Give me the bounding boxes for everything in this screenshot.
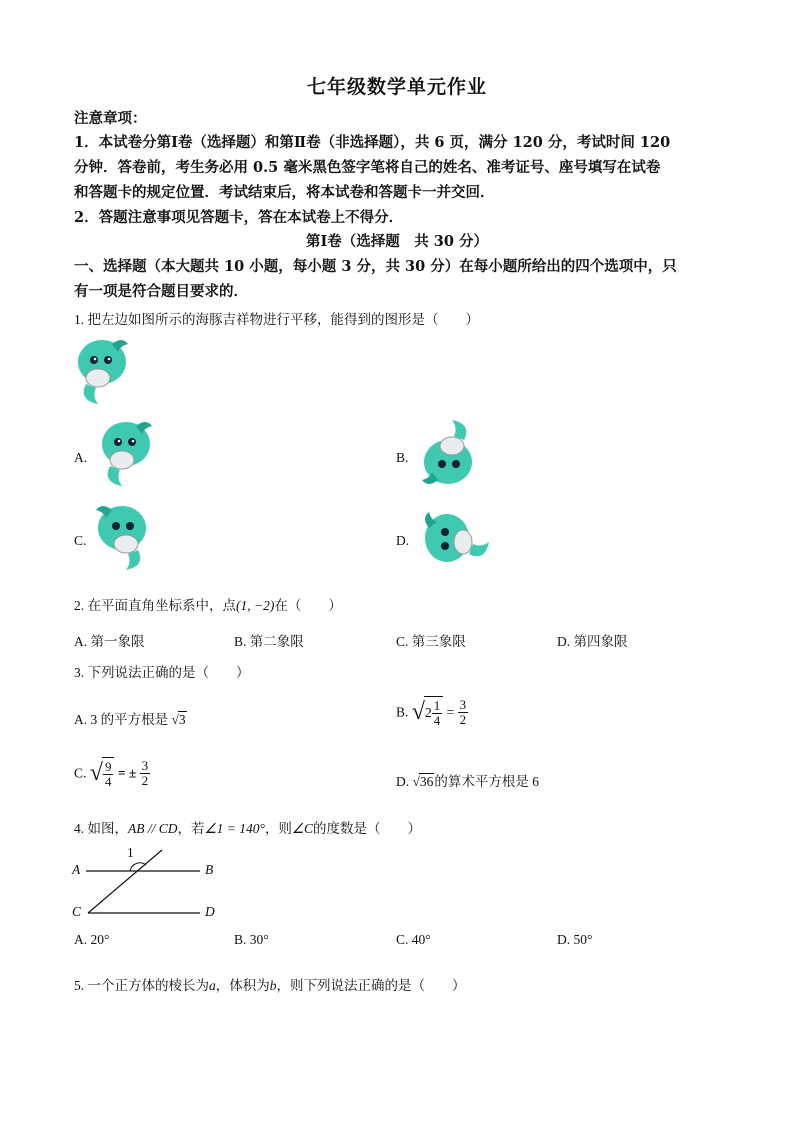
q2-stem-b: 在（ ）	[274, 598, 342, 613]
dolphin-option-a-image	[96, 418, 156, 488]
q3-option-c[interactable]	[74, 757, 150, 790]
q4-option-c[interactable]: C. 40°	[396, 932, 431, 947]
section-intro-1: 一、选择题（本大题共 10 小题，每小题 3 分，共 30 分）在每小题所给出的四个选项中，只	[74, 258, 677, 275]
q1-option-b[interactable]: B.	[396, 450, 409, 465]
q5-stem	[74, 974, 466, 994]
q4-stem-c: ，则	[264, 821, 292, 836]
q4-stem-d: 的度数是（ ）	[312, 821, 421, 836]
q3-option-b-rnum: 3	[459, 696, 467, 712]
point-c-label: C	[72, 904, 82, 919]
q3-option-c-rnum: 3	[141, 757, 149, 773]
q3-option-d-text: 的算术平方根是 6	[434, 774, 540, 789]
q4-option-b[interactable]: B. 30°	[234, 932, 269, 947]
q3-option-d[interactable]	[396, 770, 539, 790]
q4-stem-a: 4. 如图，	[74, 821, 128, 836]
q2-option-d[interactable]: D. 第四象限	[557, 634, 628, 649]
q1-stem: 1. 把左边如图所示的海豚吉祥物进行平移，能得到的图形是（ ）	[74, 312, 479, 327]
q3-stem: 3. 下列说法正确的是（ ）	[74, 665, 250, 680]
notice-heading: 注意章项：	[74, 110, 147, 127]
point-a-label: A	[72, 862, 81, 877]
q3-option-b-whole: 2	[424, 704, 432, 720]
q1-option-d[interactable]: D.	[396, 533, 410, 548]
q3-option-b[interactable]	[396, 696, 468, 729]
section-intro-2: 有一项是符合题目要求的．	[74, 283, 248, 300]
notice-line-1c: 和答题卡的规定位置．考试结束后，将本试卷和答题卡一并交回．	[74, 184, 495, 201]
q2-option-c[interactable]: C. 第三象限	[396, 634, 466, 649]
dolphin-option-b-image	[418, 418, 478, 488]
dolphin-option-d-image	[420, 508, 492, 568]
angle-1-label: 1	[127, 845, 134, 860]
q3-option-b-label: B.	[396, 704, 409, 720]
q5-stem-b: ，体积为	[215, 978, 270, 993]
q3-option-b-radical-sign: √	[411, 698, 425, 725]
q3-option-b-eq: =	[446, 704, 455, 720]
dolphin-original-image	[72, 336, 132, 406]
page-title: 七年级数学单元作业	[306, 76, 487, 98]
q3-option-a-sqrt: √3	[171, 712, 186, 727]
dolphin-option-c-image	[92, 502, 152, 572]
q3-option-a-text: 3 的平方根是	[90, 712, 169, 727]
q4-angle-c: ∠C	[291, 821, 313, 836]
q5-stem-c: ，则下列说法正确的是（ ）	[276, 978, 466, 993]
q3-option-d-radicand: 36	[419, 774, 434, 789]
q3-option-c-label: C.	[74, 765, 87, 781]
q3-option-a[interactable]	[74, 708, 187, 728]
q2-stem	[74, 594, 342, 614]
q3-option-d-label: D.	[396, 774, 410, 789]
point-d-label: D	[205, 904, 215, 919]
q5-var-a: a	[209, 978, 216, 993]
q2-option-b[interactable]: B. 第二象限	[234, 634, 304, 649]
section-title: 第Ⅰ卷（选择题 共 30 分）	[305, 233, 489, 250]
q3-option-c-eq: = ±	[117, 765, 137, 781]
transversal-line	[88, 850, 162, 913]
q4-option-d[interactable]: D. 50°	[557, 932, 593, 947]
q3-option-c-radicand	[102, 757, 115, 790]
q3-option-c-rden: 2	[141, 772, 149, 788]
q4-angle-1: ∠1 = 140°	[204, 821, 265, 836]
q1-option-c[interactable]: C.	[74, 533, 87, 548]
q3-option-c-radical-sign: √	[89, 759, 103, 786]
q3-option-a-radicand: 3	[178, 712, 186, 727]
q2-point: (1, −2)	[236, 598, 275, 613]
notice-line-1: 1．本试卷分第Ⅰ卷（选择题）和第Ⅱ卷（非选择题），共 6 页，满分 120 分，考试时间 120	[74, 134, 671, 151]
point-b-label: B	[205, 862, 214, 877]
notice-line-2: 2．答题注意事项见答题卡，答在本试卷上不得分．	[74, 209, 404, 226]
q4-parallel: AB // CD	[128, 821, 178, 836]
q4-option-a[interactable]: A. 20°	[74, 932, 110, 947]
q4-stem-b: ，若	[177, 821, 205, 836]
q3-option-b-num: 1	[433, 698, 441, 713]
q2-option-a[interactable]: A. 第一象限	[74, 634, 145, 649]
q5-stem-a: 5. 一个正方体的棱长为	[74, 978, 209, 993]
q2-stem-a: 2. 在平面直角坐标系中，点	[74, 598, 236, 613]
q3-option-b-den: 4	[433, 713, 441, 729]
q3-option-c-num: 9	[104, 759, 112, 774]
q3-option-d-sqrt: √36	[412, 774, 434, 789]
notice-line-1b: 分钟．答卷前，考生务必用 0.5 毫米黑色签字笔将自己的姓名、准考证号、座号填写在试卷	[74, 159, 661, 176]
q3-option-b-radicand	[424, 696, 443, 729]
q1-option-a[interactable]: A.	[74, 450, 88, 465]
q3-option-a-label: A.	[74, 712, 88, 727]
q3-option-b-rden: 2	[459, 711, 467, 727]
q3-option-c-den: 4	[104, 774, 112, 790]
q4-stem	[74, 817, 421, 837]
q5-var-b: b	[269, 978, 277, 993]
